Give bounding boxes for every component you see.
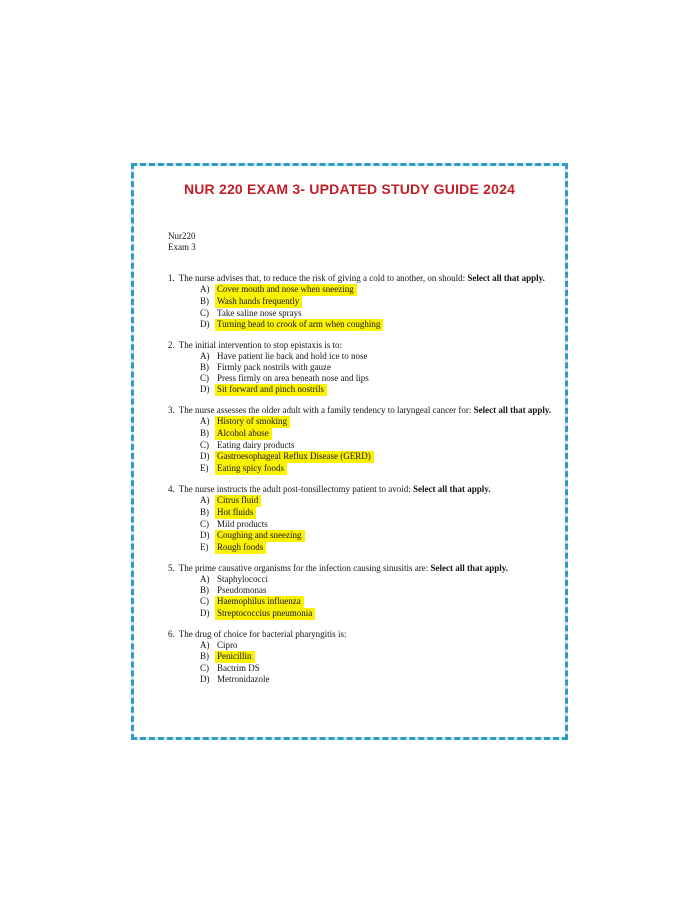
option-list [200,416,559,475]
option-text: Hot fluids [215,507,256,519]
question-item [168,484,559,554]
option-letter: D) [200,530,210,540]
option-item [200,663,559,674]
question-head [168,484,559,495]
option-item [200,351,559,362]
question-text-bold: Select all that apply. [430,563,509,573]
option-text: Haemophilus influenza [215,596,304,608]
question-text: The initial intervention to stop epistaxis is to: [178,340,342,350]
option-letter: D) [200,451,210,461]
question-number: 2. [168,340,175,350]
exam-label: Exam 3 [168,242,196,252]
option-item [200,463,559,475]
question-text: The nurse assesses the older adult with a family tendency to laryngeal cancer for: [178,405,472,415]
option-text: Coughing and sneezing [215,530,305,542]
option-letter: B) [200,296,209,306]
option-text: Alcohol abuse [215,428,272,440]
option-item [200,319,559,331]
option-text: Bactrim DS [217,663,260,673]
option-letter: A) [200,284,210,294]
question-item [168,273,559,331]
option-letter: A) [200,640,210,650]
option-item [200,362,559,373]
question-text-bold: Select all that apply. [467,273,545,283]
option-list [200,495,559,554]
option-text: Rough foods [215,542,266,554]
option-letter: C) [200,663,209,673]
question-head [168,273,559,284]
option-letter: D) [200,674,210,684]
option-text: Streptococcius pneumonia [215,608,315,620]
question-text: The nurse advises that, to reduce the risk of giving a cold to another, on should: [178,273,466,283]
option-text: Pseudomonas [217,585,267,595]
option-item [200,284,559,296]
option-text: Wash hands frequently [215,296,302,308]
option-letter: B) [200,651,209,661]
option-letter: C) [200,440,209,450]
option-letter: C) [200,373,209,383]
option-list [200,351,559,396]
option-letter: D) [200,384,210,394]
option-text: Gastroesophageal Reflux Disease (GERD) [215,451,374,463]
option-list [200,574,559,620]
document-meta [168,231,555,253]
option-item [200,651,559,663]
option-item [200,596,559,608]
page-title: NUR 220 EXAM 3- UPDATED STUDY GUIDE 2024 [183,181,516,197]
option-item [200,608,559,620]
option-item [200,530,559,542]
option-item [200,542,559,554]
question-item [168,405,559,475]
option-letter: D) [200,319,210,329]
question-list [168,273,559,685]
option-text: Cover mouth and nose when sneezing [215,284,357,296]
option-text: Metronidazole [217,674,270,684]
option-letter: C) [200,596,209,606]
option-text: Press firmly on area beneath nose and lips [217,373,369,383]
option-letter: B) [200,585,209,595]
option-item [200,585,559,596]
option-letter: D) [200,608,210,618]
option-item [200,674,559,685]
question-head [168,629,559,640]
option-text: Eating spicy foods [215,463,287,475]
question-number: 1. [168,273,175,283]
question-number: 3. [168,405,175,415]
option-letter: A) [200,574,210,584]
question-number: 4. [168,484,175,494]
option-text: Have patient lie back and hold ice to nose [217,351,368,361]
question-number: 6. [168,629,175,639]
option-letter: C) [200,308,209,318]
option-letter: B) [200,507,209,517]
option-item [200,384,559,396]
option-list [200,640,559,685]
option-item [200,296,559,308]
option-item [200,373,559,384]
option-letter: C) [200,519,209,529]
question-head [168,405,559,416]
question-text-bold: Select all that apply. [412,484,491,494]
option-list [200,284,559,331]
option-letter: A) [200,351,210,361]
question-text: The nurse instructs the adult post-tonsillectomy patient to avoid: [178,484,411,494]
option-item [200,507,559,519]
option-item [200,451,559,463]
option-letter: B) [200,428,209,438]
option-text: Firmly pack nostrils with gauze [217,362,331,372]
option-text: Mild products [217,519,268,529]
option-letter: B) [200,362,209,372]
option-item [200,495,559,507]
question-text-bold: Select all that apply. [473,405,552,415]
option-letter: A) [200,495,210,505]
option-letter: A) [200,416,210,426]
question-number: 5. [168,563,175,573]
question-text: The prime causative organisms for the infection causing sinusitis are: [178,563,429,573]
option-item [200,519,559,530]
option-text: Take saline nose sprays [217,308,302,318]
option-item [200,640,559,651]
question-head [168,563,559,574]
option-text: History of smoking [215,416,290,428]
question-item [168,563,559,620]
option-text: Staphylococci [217,574,268,584]
option-item [200,428,559,440]
question-item [168,340,559,396]
option-letter: E) [200,463,209,473]
option-text: Cipro [217,640,238,650]
option-item [200,574,559,585]
option-letter: E) [200,542,209,552]
option-text: Citrus fluid [215,495,261,507]
option-text: Eating dairy products [217,440,295,450]
question-item [168,629,559,685]
option-item [200,416,559,428]
course-label: Nur220 [168,231,196,241]
option-item [200,440,559,451]
study-guide-page [131,163,568,740]
question-head [168,340,559,351]
option-text: Turning head to crook of arm when coughing [215,319,383,331]
question-text: The drug of choice for bacterial pharyngitis is: [178,629,347,639]
option-text: Sit forward and pinch nostrils [215,384,327,396]
option-item [200,308,559,319]
option-text: Penicillin [215,651,255,663]
